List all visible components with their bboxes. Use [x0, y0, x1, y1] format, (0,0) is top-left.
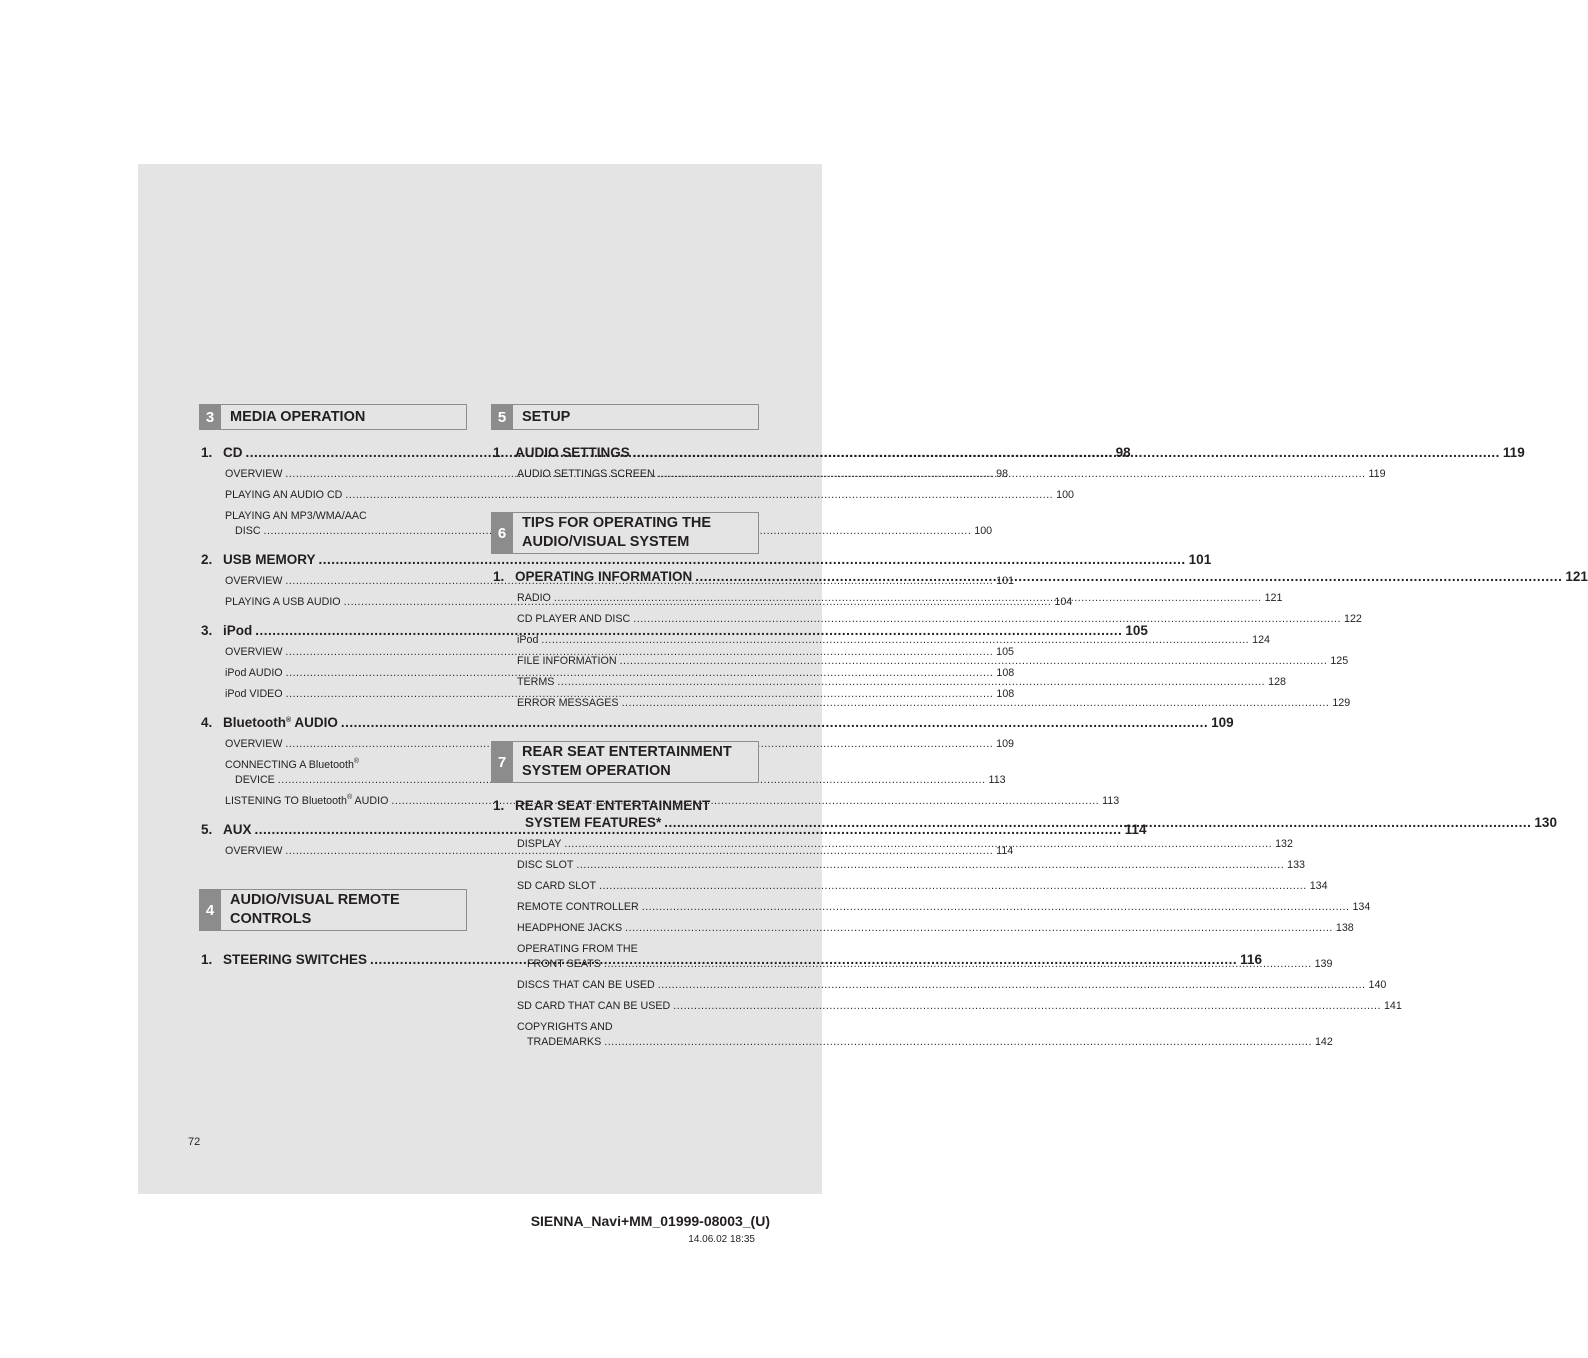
chapter-title-line1: REAR SEAT ENTERTAINMENT: [515, 798, 711, 813]
entry-page: 139: [1314, 958, 1333, 970]
dot-leader: [341, 714, 1208, 731]
toc-entry[interactable]: [517, 921, 1354, 936]
entry-title: FILE INFORMATION: [517, 655, 617, 667]
chapter-number: 4.: [201, 715, 213, 730]
entry-page: 114: [996, 845, 1014, 857]
entry-title: PLAYING A USB AUDIO: [225, 596, 341, 608]
toc-entry[interactable]: [517, 879, 1328, 894]
entry-page: 98: [996, 468, 1009, 480]
section-number: 5: [491, 404, 513, 430]
dot-leader: [658, 467, 1366, 482]
entry-title: iPod AUDIO: [225, 667, 283, 679]
chapter-number: 3.: [201, 623, 213, 638]
page-number: 72: [188, 1136, 201, 1148]
chapter-title: iPod: [223, 623, 253, 638]
chapter-number: 1.: [493, 569, 505, 584]
entry-title: FRONT SEATS: [527, 958, 601, 970]
entry-title: HEADPHONE JACKS: [517, 922, 623, 934]
dot-leader: [554, 591, 1262, 606]
chapter-page: 98: [1115, 445, 1131, 460]
chapter-bluetooth-audio[interactable]: [201, 714, 1234, 731]
section-number: 7: [491, 741, 513, 783]
entry-title: RADIO: [517, 592, 551, 604]
entry-title: TRADEMARKS: [527, 1036, 602, 1048]
chapter-number: 1.: [201, 952, 213, 967]
entry-page: 119: [1368, 468, 1386, 480]
chapter-number: 2.: [201, 552, 213, 567]
entry-title: DISPLAY: [517, 838, 562, 850]
dot-leader: [658, 978, 1366, 993]
entry-page: 104: [1054, 596, 1073, 608]
section-7-header: [491, 741, 759, 783]
section-number: 6: [491, 512, 513, 554]
dot-leader: [622, 696, 1330, 711]
section-number: 3: [199, 404, 221, 430]
dot-leader: [599, 879, 1307, 894]
chapter-title: Bluetooth® AUDIO: [223, 715, 338, 730]
document-code: SIENNA_Navi+MM_01999-08003_(U): [530, 1213, 770, 1229]
chapter-page: 101: [1188, 552, 1212, 567]
toc-entry[interactable]: [517, 1020, 1333, 1050]
toc-entry[interactable]: [517, 675, 1286, 690]
entry-page: 134: [1352, 901, 1371, 913]
toc-entry[interactable]: [225, 687, 1015, 702]
entry-page: 128: [1268, 676, 1286, 688]
entry-title: OVERVIEW: [225, 575, 283, 587]
section-title: AUDIO/VISUAL REMOTE CONTROLS: [230, 892, 400, 927]
toc-entry[interactable]: [225, 737, 1015, 752]
entry-title: DEVICE: [235, 774, 275, 786]
entry-title: OVERVIEW: [225, 646, 283, 658]
dot-leader: [564, 837, 1272, 852]
entry-title: SD CARD THAT CAN BE USED: [517, 1000, 671, 1012]
dot-leader: [557, 675, 1265, 690]
entry-title: SD CARD SLOT: [517, 880, 596, 892]
entry-page: 125: [1330, 655, 1349, 667]
dot-leader: [642, 900, 1350, 915]
dot-leader: [633, 444, 1500, 461]
entry-title: PLAYING AN AUDIO CD: [225, 489, 343, 501]
entry-title: iPod VIDEO: [225, 688, 283, 700]
entry-page: 129: [1332, 697, 1351, 709]
entry-page: 109: [996, 738, 1015, 750]
entry-title: OVERVIEW: [225, 845, 283, 857]
entry-title: DISC: [235, 525, 261, 537]
chapter-page: 109: [1211, 715, 1234, 730]
section-title: TIPS FOR OPERATING THE AUDIO/VISUAL SYSTEM: [522, 515, 712, 550]
manual-page: [138, 164, 1588, 1194]
entry-page: 142: [1314, 1036, 1333, 1048]
dot-leader: [695, 568, 1562, 585]
entry-title-line1: PLAYING AN MP3/WMA/AAC: [225, 510, 367, 522]
toc-entry[interactable]: [517, 900, 1371, 915]
entry-title: TERMS: [517, 676, 555, 688]
entry-page: 121: [1264, 592, 1283, 604]
entry-page: 122: [1344, 613, 1362, 625]
section-4-header: [199, 889, 467, 931]
entry-title: OVERVIEW: [225, 738, 283, 750]
registered-mark: ®: [353, 758, 360, 765]
toc-entry[interactable]: [517, 633, 1270, 648]
entry-page: 133: [1287, 859, 1306, 871]
chapter-number: 5.: [201, 822, 213, 837]
chapter-ipod[interactable]: [201, 622, 1148, 639]
chapter-page: 116: [1240, 952, 1262, 967]
chapter-title: STEERING SWITCHES: [223, 952, 368, 967]
registered-mark: ®: [286, 717, 292, 724]
entry-title-line1: CONNECTING A Bluetooth®: [225, 758, 360, 771]
entry-page: 134: [1309, 880, 1328, 892]
chapter-page: 130: [1534, 815, 1557, 830]
entry-page: 100: [974, 525, 993, 537]
entry-title: iPod: [517, 634, 539, 646]
chapter-title: USB MEMORY: [223, 552, 316, 567]
entry-page: 124: [1252, 634, 1270, 646]
dot-leader: [604, 957, 1312, 972]
chapter-number: 1.: [493, 445, 505, 460]
dot-leader: [620, 654, 1328, 669]
chapter-title: AUX: [223, 822, 252, 837]
chapter-usb-memory[interactable]: [201, 551, 1212, 568]
entry-page: 108: [996, 688, 1015, 700]
dot-leader: [625, 921, 1333, 936]
toc-entry[interactable]: [517, 978, 1387, 993]
dot-leader: [604, 1035, 1312, 1050]
toc-entry[interactable]: [225, 645, 1015, 660]
section-6-header: [491, 512, 759, 554]
section-title: SETUP: [522, 408, 571, 425]
print-timestamp: 14.06.02 18:35: [688, 1234, 755, 1245]
entry-title-line1: COPYRIGHTS AND: [517, 1021, 613, 1033]
entry-page: 113: [1102, 795, 1120, 807]
chapter-page: 121: [1565, 569, 1588, 584]
toc-entry[interactable]: [517, 999, 1402, 1014]
entry-page: 105: [996, 646, 1015, 658]
toc-entry[interactable]: [517, 612, 1362, 627]
entry-title: LISTENING TO Bluetooth® AUDIO: [225, 794, 389, 807]
chapter-title: SYSTEM FEATURES*: [525, 815, 662, 830]
section-3-header: [199, 404, 467, 430]
toc-entry[interactable]: [225, 666, 1015, 681]
dot-leader: [633, 612, 1341, 627]
entry-title: AUDIO SETTINGS SCREEN: [517, 468, 655, 480]
entry-page: 132: [1275, 838, 1293, 850]
toc-entry[interactable]: [517, 696, 1351, 711]
toc-entry[interactable]: [225, 488, 1074, 503]
dot-leader: [576, 858, 1284, 873]
dot-leader: [673, 999, 1381, 1014]
toc-entry[interactable]: [517, 858, 1306, 873]
entry-title: REMOTE CONTROLLER: [517, 901, 639, 913]
chapter-title: AUDIO SETTINGS: [515, 445, 630, 460]
section-title: REAR SEAT ENTERTAINMENT SYSTEM OPERATION: [522, 744, 732, 779]
toc-entry[interactable]: [517, 654, 1349, 669]
chapter-title: CD: [223, 445, 243, 460]
entry-page: 100: [1056, 489, 1074, 501]
section-number: 4: [199, 889, 221, 931]
chapter-page: 114: [1124, 822, 1147, 837]
entry-page: 138: [1335, 922, 1354, 934]
entry-title: CD PLAYER AND DISC: [517, 613, 631, 625]
entry-page: 140: [1368, 979, 1387, 991]
registered-mark: ®: [346, 794, 353, 801]
entry-page: 108: [996, 667, 1015, 679]
chapter-title: OPERATING INFORMATION: [515, 569, 693, 584]
entry-page: 141: [1383, 1000, 1402, 1012]
chapter-number: 1.: [493, 798, 505, 813]
entry-title: ERROR MESSAGES: [517, 697, 619, 709]
chapter-page: 105: [1125, 623, 1148, 638]
entry-title: DISCS THAT CAN BE USED: [517, 979, 655, 991]
entry-title: DISC SLOT: [517, 859, 574, 871]
chapter-page: 119: [1502, 445, 1525, 460]
chapter-number: 1.: [201, 445, 213, 460]
dot-leader: [664, 814, 1531, 831]
entry-title-line1: OPERATING FROM THE: [517, 943, 638, 955]
dot-leader: [541, 633, 1249, 648]
section-5-header: [491, 404, 759, 430]
section-title: MEDIA OPERATION: [230, 408, 366, 425]
entry-page: 101: [996, 575, 1015, 587]
entry-page: 113: [988, 774, 1006, 786]
entry-title: OVERVIEW: [225, 468, 283, 480]
